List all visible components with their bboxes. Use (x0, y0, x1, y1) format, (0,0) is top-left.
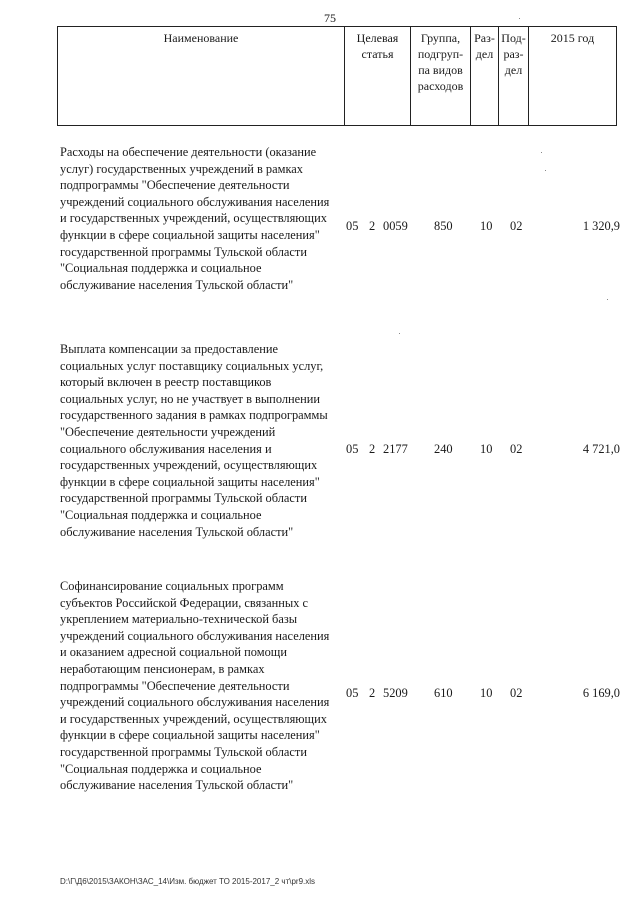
row-program: 05 (346, 219, 359, 233)
row-program: 05 (346, 686, 359, 700)
header-razdel: Раз-дел (471, 27, 499, 126)
header-group: Группа, подгруп-па видов расходов (411, 27, 471, 126)
header-year: 2015 год (529, 27, 617, 126)
header-target-article: Целевая статья (345, 27, 411, 126)
row-razdel: 10 (480, 219, 493, 233)
row-subprogram: 2 (369, 442, 376, 456)
row-amount: 6 169,0 (582, 686, 620, 700)
row-subprogram: 2 (369, 686, 376, 700)
table-header (57, 26, 617, 126)
table-row (60, 144, 620, 293)
row-direction: 5209 (383, 686, 408, 700)
row-group: 240 (434, 442, 453, 456)
scan-speck (541, 152, 542, 153)
row-direction: 0059 (383, 219, 408, 233)
scan-speck (519, 18, 520, 19)
row-podrazdel: 02 (510, 442, 523, 456)
row-podrazdel: 02 (510, 219, 523, 233)
header-name: Наименование (58, 27, 345, 126)
row-podrazdel: 02 (510, 686, 523, 700)
row-group: 850 (434, 219, 453, 233)
row-amount: 4 721,0 (582, 442, 620, 456)
row-subprogram: 2 (369, 219, 376, 233)
page-number: 75 (324, 11, 336, 25)
header-podrazdel: Под-раз-дел (499, 27, 529, 126)
scan-speck (545, 170, 546, 171)
row-group: 610 (434, 686, 453, 700)
footer-file-path: D:\Г\Д6\2015\ЗАКОН\ЗАС_14\Изм. бюджет ТО 2015-2017_2 чт\pr9.xls (60, 877, 316, 886)
table-row (60, 341, 620, 540)
scan-speck (399, 333, 400, 334)
row-direction: 2177 (383, 442, 408, 456)
row-name: Выплата компенсации за предоставление социальных услуг поставщику социальных услуг, который включен в реестр поставщиков социальных услуг, но не участвует в выполнении государственного задания в рамках подпрограммы "Обеспечение деятельности учреждений социального обслуживания населения и государственных учреждений, осуществляющих функции в сфере социальной защиты населения" государственной программы Тульской области "Социальная поддержка и социальное обслуживание населения Тульской области" (60, 342, 328, 539)
row-name: Расходы на обеспечение деятельности (оказание услуг) государственных учреждений в рамках подпрограммы "Обеспечение деятельности учреждений социального обслуживания населения и государственных учреждений, осуществляющих функции в сфере социальной защиты населения" государственной программы Тульской области "Социальная поддержка и социальное обслуживание населения Тульской области" (60, 145, 330, 292)
row-program: 05 (346, 442, 359, 456)
row-name: Софинансирование социальных программ субъектов Российской Федерации, связанных с укреплением материально-технической базы учреждений социального обслуживания населения и оказанием адресной социальной помощи неработающим пенсионерам, в рамках подпрограммы "Обеспечение деятельности учреждений социального обслуживания населения и государственных учреждений, осуществляющих функции в сфере социальной защиты населения" государственной программы Тульской области "Социальная поддержка и социальное обслуживание населения Тульской области" (60, 579, 330, 793)
row-amount: 1 320,9 (582, 219, 620, 233)
row-razdel: 10 (480, 442, 493, 456)
scan-speck (607, 299, 608, 300)
row-razdel: 10 (480, 686, 493, 700)
table-row (60, 578, 620, 794)
